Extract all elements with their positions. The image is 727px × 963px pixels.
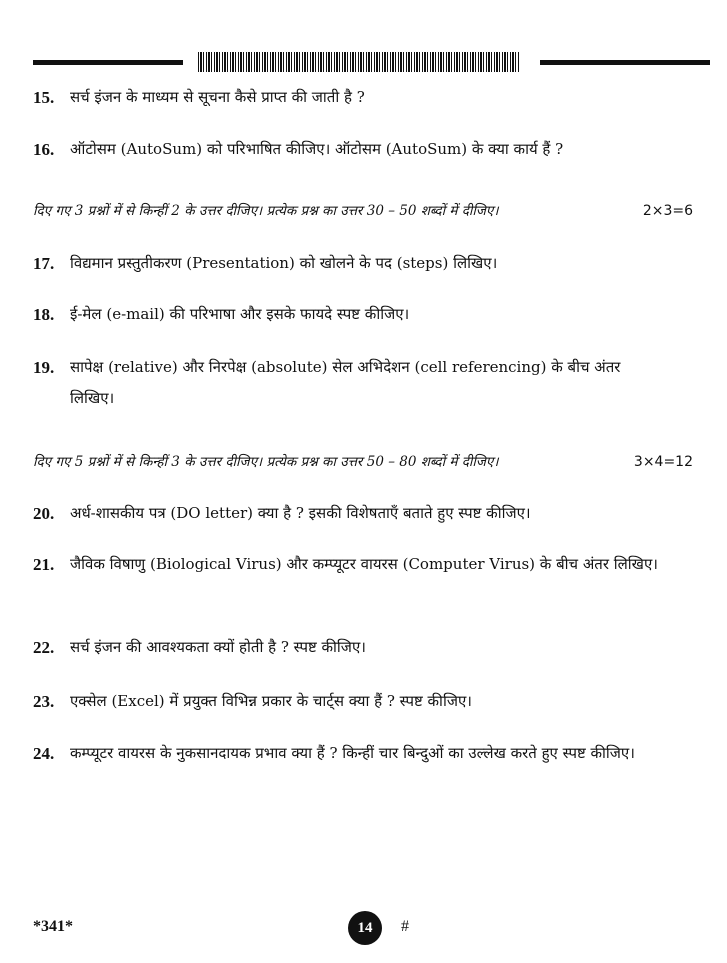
marks-label: 2×3=6	[642, 203, 693, 219]
question-text: सापेक्ष (relative) और निरपेक्ष (absolute) सेल अभिदेशन (cell referencing) के बीच अंतर लिखिए।	[70, 358, 621, 407]
question-text: अर्ध-शासकीय पत्र (DO letter) क्या है ? इसकी विशेषताएँ बताते हुए स्पष्ट कीजिए।	[70, 504, 531, 522]
question-text: सर्च इंजन के माध्यम से सूचना कैसे प्राप्त की जाती है ?	[70, 88, 365, 106]
page-number: 14	[348, 911, 382, 945]
paper-code: *341*	[33, 918, 73, 935]
question-22	[33, 632, 658, 663]
question-number: 17.	[33, 254, 55, 273]
question-19	[33, 352, 658, 414]
question-20	[33, 498, 658, 529]
question-number: 15.	[33, 88, 55, 107]
question-text: कम्प्यूटर वायरस के नुकसानदायक प्रभाव क्या हैं ? किन्हीं चार बिन्दुओं का उल्लेख करते हुए स्पष्ट कीजिए।	[70, 744, 635, 762]
question-number: 16.	[33, 140, 55, 159]
question-text: सर्च इंजन की आवश्यकता क्यों होती है ? स्पष्ट कीजिए।	[70, 638, 366, 656]
question-text: ई-मेल (e-mail) की परिभाषा और इसके फायदे स्पष्ट कीजिए।	[70, 305, 410, 323]
question-18	[33, 299, 658, 330]
marks-label: 3×4=12	[633, 454, 693, 470]
section-instruction-2	[33, 452, 693, 470]
question-number: 19.	[33, 358, 55, 377]
question-21	[33, 549, 658, 580]
question-16	[33, 134, 658, 165]
question-number: 24.	[33, 744, 55, 763]
question-number: 21.	[33, 555, 55, 574]
question-text: जैविक विषाणु (Biological Virus) और कम्प्यूटर वायरस (Computer Virus) के बीच अंतर लिखिए।	[70, 555, 658, 573]
question-23	[33, 686, 658, 717]
barcode	[198, 52, 520, 72]
question-number: 22.	[33, 638, 55, 657]
instruction-text: दिए गए 3 प्रश्नों में से किन्हीं 2 के उत्तर दीजिए। प्रत्येक प्रश्न का उत्तर 30 – 50 शब्दों में दीजिए।	[33, 203, 499, 219]
question-text: ऑटोसम (AutoSum) को परिभाषित कीजिए। ऑटोसम (AutoSum) के क्या कार्य हैं ?	[70, 140, 564, 158]
question-number: 23.	[33, 692, 55, 711]
header-rule-right	[540, 60, 710, 65]
question-15	[33, 82, 658, 113]
header-rule-left	[33, 60, 183, 65]
question-24	[33, 738, 658, 769]
instruction-text: दिए गए 5 प्रश्नों में से किन्हीं 3 के उत्तर दीजिए। प्रत्येक प्रश्न का उत्तर 50 – 80 शब्दों में दीजिए।	[33, 454, 499, 470]
question-number: 18.	[33, 305, 55, 324]
question-number: 20.	[33, 504, 55, 523]
question-17	[33, 248, 658, 279]
question-text: एक्सेल (Excel) में प्रयुक्त विभिन्न प्रकार के चार्ट्स क्या हैं ? स्पष्ट कीजिए।	[70, 692, 472, 710]
question-text: विद्यमान प्रस्तुतीकरण (Presentation) को खोलने के पद (steps) लिखिए।	[70, 254, 498, 272]
section-instruction-1	[33, 201, 693, 219]
hash-mark: #	[401, 918, 409, 935]
